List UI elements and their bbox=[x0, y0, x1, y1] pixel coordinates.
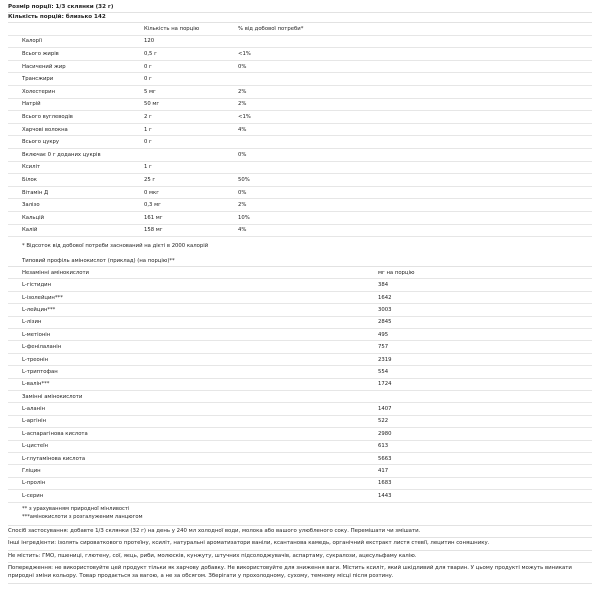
table-row bbox=[8, 186, 592, 199]
nutrient-dv bbox=[236, 35, 592, 48]
other-ingredients: Інші інгредієнти: ізолять сироваткового протеїну, ксиліт, натуральні ароматизатори ваніли, ксантанова камедь, органічний екстракт листя стевії, лецитин соняшнику. bbox=[8, 538, 592, 550]
nutrient-amount: 25 г bbox=[142, 174, 236, 187]
amino-mg: 1443 bbox=[376, 490, 592, 502]
amino-name: L-глутамінова кислота bbox=[8, 452, 376, 464]
table-row bbox=[8, 304, 592, 316]
table-row bbox=[8, 378, 592, 390]
amino-note: ***амінокислоти з розгалуженим ланцюгом bbox=[22, 514, 143, 521]
nutrient-dv: 10% bbox=[236, 211, 592, 224]
nutrient-dv bbox=[236, 161, 592, 174]
nutrient-name: Кальцій bbox=[8, 211, 142, 224]
table-row bbox=[8, 199, 592, 212]
nutrient-amount: 0 г bbox=[142, 60, 236, 73]
table-row bbox=[8, 123, 592, 136]
table-row bbox=[8, 452, 592, 464]
nutrient-name: Холестерин bbox=[8, 85, 142, 98]
table-row bbox=[8, 490, 592, 502]
table-row bbox=[8, 60, 592, 73]
amino-mg: 554 bbox=[376, 366, 592, 378]
amino-name: L-серин bbox=[8, 490, 376, 502]
usage-directions: Спосіб застосування: добавте 1/3 склянки (32 г) на день у 240 мл холодної води, молока або вашого улюбленого соку. Перемішати чи змішати. bbox=[8, 526, 592, 538]
nutrient-amount: 158 мг bbox=[142, 224, 236, 237]
amino-mg: 417 bbox=[376, 465, 592, 477]
nutrition-header-amount: Кількість на порцію bbox=[142, 23, 236, 35]
table-row bbox=[8, 477, 592, 489]
table-row bbox=[8, 111, 592, 124]
amino-name: L-цистеїн bbox=[8, 440, 376, 452]
amino-mg: 384 bbox=[376, 279, 592, 291]
nutrient-amount: 161 мг bbox=[142, 211, 236, 224]
amino-mg: 2319 bbox=[376, 353, 592, 365]
amino-name: L-ізолейцин*** bbox=[8, 291, 376, 303]
nutrient-name: Всього жирів bbox=[8, 48, 142, 61]
nutrition-header-0 bbox=[8, 23, 142, 35]
supplement-facts-document bbox=[8, 0, 592, 584]
amino-name: Гліцин bbox=[8, 465, 376, 477]
nutrient-name: Натрій bbox=[8, 98, 142, 111]
table-row bbox=[8, 148, 592, 161]
table-row bbox=[8, 465, 592, 477]
nutrient-name: Калорії bbox=[8, 35, 142, 48]
nutrient-name: Залізо bbox=[8, 199, 142, 212]
nutrient-dv: 0% bbox=[236, 186, 592, 199]
nutrient-name: Всього вуглеводів bbox=[8, 111, 142, 124]
free-from: Не містить: ГМО, пшениці, глютену, сої, яєць, риби, молюсків, кунжуту, штучних підсолоджувачів, аспартаму, сукралози, ацесульфаму калію. bbox=[8, 551, 592, 563]
table-row bbox=[8, 316, 592, 328]
amino-name: L-фенілаланін bbox=[8, 341, 376, 353]
amino-notes bbox=[8, 503, 592, 526]
nutrient-name: Трансжири bbox=[8, 73, 142, 86]
table-row bbox=[8, 73, 592, 86]
nutrient-name: Включає 0 г доданих цукрів bbox=[8, 148, 142, 161]
amino-name: L-метіонін bbox=[8, 329, 376, 341]
amino-essential-header-row bbox=[8, 267, 592, 279]
nutrient-amount: 5 мг bbox=[142, 85, 236, 98]
amino-mg: 1407 bbox=[376, 403, 592, 415]
nutrient-name: Насичений жир bbox=[8, 60, 142, 73]
table-row bbox=[8, 48, 592, 61]
amino-name: L-аспарагінова кислота bbox=[8, 428, 376, 440]
daily-value-footnote: * Відсоток від добової потреби заснований на дієті в 2000 калорій bbox=[22, 243, 209, 250]
nutrient-name: Ксиліт bbox=[8, 161, 142, 174]
table-row bbox=[8, 211, 592, 224]
nutrient-amount bbox=[142, 148, 236, 161]
amino-name: L-треонін bbox=[8, 353, 376, 365]
nutrient-dv: 2% bbox=[236, 199, 592, 212]
table-row bbox=[8, 279, 592, 291]
table-row bbox=[8, 98, 592, 111]
nutrient-name: Всього цукру bbox=[8, 136, 142, 149]
amino-mg: 3003 bbox=[376, 304, 592, 316]
nutrient-name: Білок bbox=[8, 174, 142, 187]
nutrient-dv: 4% bbox=[236, 224, 592, 237]
table-row bbox=[8, 329, 592, 341]
nutrient-amount: 1 г bbox=[142, 161, 236, 174]
nutrient-name: Калій bbox=[8, 224, 142, 237]
table-row bbox=[8, 224, 592, 237]
nutrient-dv: 2% bbox=[236, 85, 592, 98]
amino-profile-title: Типовий профіль амінокислот (приклад) (на порцію)** bbox=[8, 257, 592, 267]
nutrition-header-daily-value: % від добової потреби* bbox=[236, 23, 592, 35]
nutrient-dv: 50% bbox=[236, 174, 592, 187]
nutrient-dv: <1% bbox=[236, 48, 592, 61]
servings-per-container: Кількість порцій: близько 142 bbox=[8, 13, 592, 23]
warning: Попередження: не використовуйте цей продукт тільки як харчову добавку. Не використовуйте для зниження ваги. Містить ксиліт, який шкідливий для тварин. У цьому продукті можуть виникати природні зміни кольору. Товар продається за вагою, а не за обсягом. Зберігати у прохолодному, сухому, темному місці після розтину. bbox=[8, 563, 592, 584]
table-row bbox=[8, 415, 592, 427]
amino-name: L-лізин bbox=[8, 316, 376, 328]
table-row bbox=[8, 366, 592, 378]
nutrient-dv: 4% bbox=[236, 123, 592, 136]
amino-mg: 2845 bbox=[376, 316, 592, 328]
amino-name: L-триптофан bbox=[8, 366, 376, 378]
nutrient-dv: <1% bbox=[236, 111, 592, 124]
essential-amino-header: Незамінні амінокислоти bbox=[8, 267, 376, 279]
amino-mg: 1683 bbox=[376, 477, 592, 489]
amino-name: L-гістидин bbox=[8, 279, 376, 291]
nutrient-amount: 1 г bbox=[142, 123, 236, 136]
mg-per-serving-header: мг на порцію bbox=[376, 267, 592, 279]
table-row bbox=[8, 85, 592, 98]
amino-nonessential-header-row bbox=[8, 391, 592, 403]
amino-name: L-валін*** bbox=[8, 378, 376, 390]
serving-size: Розмір порції: 1/3 склянки (32 г) bbox=[8, 3, 592, 13]
amino-acid-table bbox=[8, 267, 592, 502]
amino-name: L-аланін bbox=[8, 403, 376, 415]
table-row bbox=[8, 353, 592, 365]
amino-name: L-лейцин*** bbox=[8, 304, 376, 316]
table-row bbox=[8, 174, 592, 187]
amino-note: ** з урахуванням природної мінливості bbox=[22, 505, 130, 512]
nutrient-dv: 2% bbox=[236, 98, 592, 111]
nutrient-amount: 0 мкг bbox=[142, 186, 236, 199]
table-row bbox=[8, 161, 592, 174]
nutrient-amount: 0 г bbox=[142, 136, 236, 149]
amino-mg: 522 bbox=[376, 415, 592, 427]
amino-mg: 2980 bbox=[376, 428, 592, 440]
nutrition-header-row bbox=[8, 23, 592, 35]
nutrient-dv: 0% bbox=[236, 60, 592, 73]
table-row bbox=[8, 428, 592, 440]
nutrient-dv bbox=[236, 73, 592, 86]
amino-name: L-аргінін bbox=[8, 415, 376, 427]
nutrient-name: Вітамін Д bbox=[8, 186, 142, 199]
table-row bbox=[8, 440, 592, 452]
nutrient-dv: 0% bbox=[236, 148, 592, 161]
nutrient-amount: 2 г bbox=[142, 111, 236, 124]
nutrient-amount: 0,3 мг bbox=[142, 199, 236, 212]
nutrition-table bbox=[8, 23, 592, 237]
nutrient-dv bbox=[236, 136, 592, 149]
table-row bbox=[8, 35, 592, 48]
amino-mg: 5663 bbox=[376, 452, 592, 464]
amino-name: L-пролін bbox=[8, 477, 376, 489]
nutrient-amount: 50 мг bbox=[142, 98, 236, 111]
amino-mg: 613 bbox=[376, 440, 592, 452]
table-row bbox=[8, 291, 592, 303]
table-row bbox=[8, 403, 592, 415]
table-row bbox=[8, 341, 592, 353]
amino-mg: 757 bbox=[376, 341, 592, 353]
nonessential-amino-header: Замінні амінокислоти bbox=[8, 391, 376, 403]
nutrient-amount: 120 bbox=[142, 35, 236, 48]
amino-mg: 1724 bbox=[376, 378, 592, 390]
table-row bbox=[8, 136, 592, 149]
nutrient-amount: 0,5 г bbox=[142, 48, 236, 61]
amino-mg: 1642 bbox=[376, 291, 592, 303]
nutrient-name: Харчові волокна bbox=[8, 123, 142, 136]
amino-mg: 495 bbox=[376, 329, 592, 341]
nutrient-amount: 0 г bbox=[142, 73, 236, 86]
